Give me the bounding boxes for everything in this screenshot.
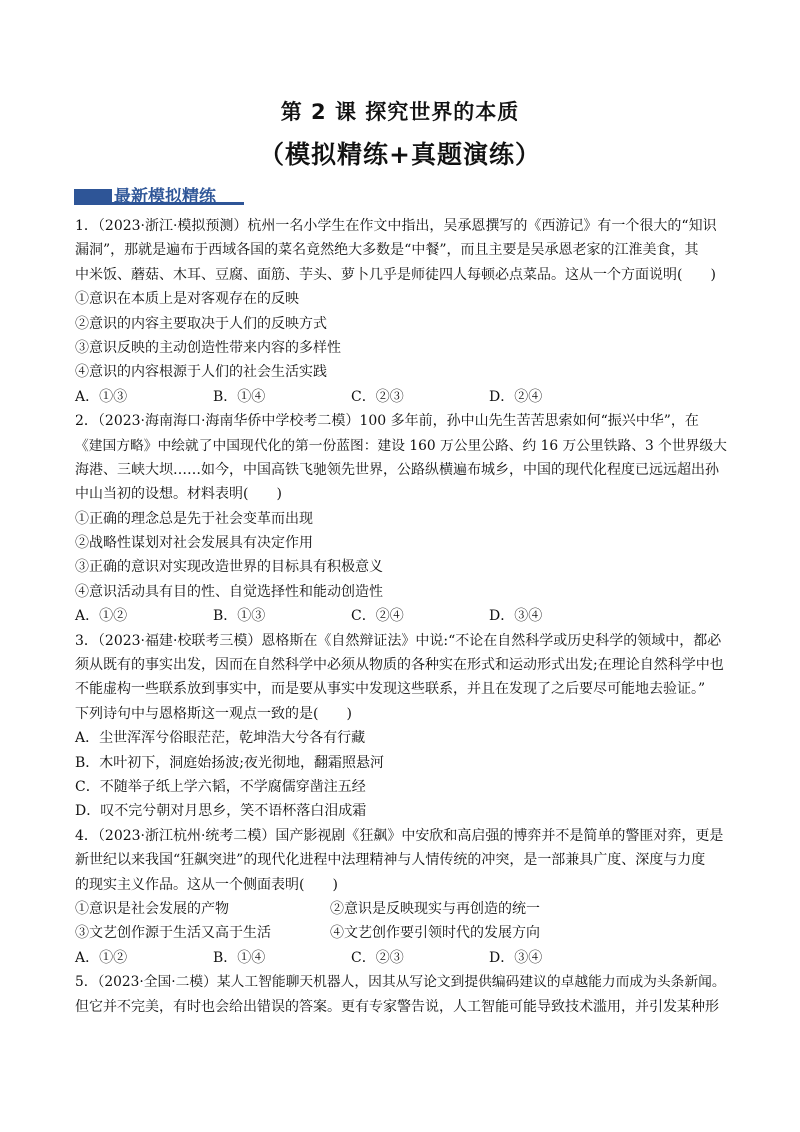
question-stem-line: 须从既有的事实出发，因而在自然科学中必须从物质的各种实在形式和运动形式出发;在理论自然科学中也 (75, 657, 724, 674)
question-stem-line: 中山当初的设想。材料表明( ) (75, 486, 282, 503)
statement-item: ④意识活动具有目的性、自觉选择性和能动创造性 (75, 583, 383, 600)
answer-options (75, 946, 735, 970)
question-3 (75, 629, 735, 824)
option-d: D．②④ (489, 388, 543, 405)
question-2 (75, 409, 735, 629)
option-a: A．①② (75, 608, 128, 625)
question-stem-line: 2．（2023·海南海口·海南华侨中学校考二模）100 多年前，孙中山先生苦苦思索如何“振兴中华”，在 (75, 413, 699, 430)
question-list (75, 214, 735, 1019)
question-stem-line: 4．（2023·浙江杭州·统考二模）国产影视剧《狂飙》中安欣和高启强的博弈并不是简单的警匪对弈，更是 (75, 827, 724, 844)
statement-item: ②战略性谋划对社会发展具有决定作用 (75, 535, 313, 552)
option-a: A．①② (75, 949, 128, 966)
question-stem-line: 漏洞”，那就是遍布于西域各国的菜名竟然绝大多数是“中餐”，而且主要是吴承恩老家的江淮美食，其 (75, 242, 699, 259)
statement-row (75, 921, 735, 945)
option-c: C．②④ (351, 608, 404, 625)
option-b: B．①④ (213, 388, 266, 405)
question-stem-line: 中米饭、蘑菇、木耳、豆腐、面筋、芋头、萝卜几乎是师徒四人每顿必点菜品。这从一个方面说明( ) (75, 266, 716, 283)
question-stem-line: 新世纪以来我国“狂飙突进”的现代化进程中法理精神与人情传统的冲突，是一部兼具广度、深度与力度 (75, 852, 706, 869)
question-1 (75, 214, 735, 409)
statement-item: ②意识是反映现实与再创造的统一 (330, 900, 540, 917)
question-stem-line: 海港、三峡大坝……如今，中国高铁飞驰领先世界，公路纵横遍布城乡，中国的现代化程度已远远超出孙 (75, 461, 719, 478)
option-c: C．②③ (351, 388, 404, 405)
question-stem-line: 下列诗句中与恩格斯这一观点一致的是( ) (75, 705, 352, 722)
page-subtitle: （模拟精练+真题演练） (259, 140, 541, 169)
statement-item: ④意识的内容根源于人们的社会生活实践 (75, 364, 327, 381)
question-stem-line: 《建国方略》中绘就了中国现代化的第一份蓝图：建设 160 万公里公路、约 16 万公里铁路、3 个世界级大 (75, 437, 727, 454)
option-a: A．①③ (75, 388, 128, 405)
option-b: B．①③ (213, 608, 266, 625)
question-4 (75, 824, 735, 970)
question-stem-line: 不能虚构一些联系放到事实中，而是要从事实中发现这些联系，并且在发现了之后要尽可能地去验证。” (75, 681, 706, 698)
option-c: C．②③ (351, 949, 404, 966)
question-stem-line: 但它并不完美，有时也会给出错误的答案。更有专家警告说，人工智能可能导致技术滥用，并引发某种形 (75, 998, 719, 1015)
statement-item: ②意识的内容主要取决于人们的反映方式 (75, 315, 327, 332)
answer-options (75, 385, 735, 409)
statement-item: ③意识反映的主动创造性带来内容的多样性 (75, 339, 341, 356)
page-title: 第 2 课 探究世界的本质 (280, 100, 520, 124)
option-d: D．③④ (489, 949, 543, 966)
option-d: D．叹不完兮朝对月思乡，笑不语杯落白泪成霜 (75, 803, 367, 820)
question-stem-line: 5．（2023·全国·二模）某人工智能聊天机器人，因其从写论文到提供编码建议的卓越能力而成为头条新闻。 (75, 974, 726, 991)
statement-item: ③文艺创作源于生活又高于生活 (75, 925, 271, 942)
option-b: B．①④ (213, 949, 266, 966)
answer-options (75, 604, 735, 628)
section-label: 最新模拟精练 (114, 187, 216, 207)
statement-item: ①意识是社会发展的产物 (75, 900, 229, 917)
statement-item: ④文艺创作要引领时代的发展方向 (330, 925, 540, 942)
statement-row (75, 897, 735, 921)
statement-item: ①正确的理念总是先于社会变革而出现 (75, 510, 313, 527)
question-stem-line: 的现实主义作品。这从一个侧面表明( ) (75, 876, 338, 893)
question-stem-line: 1．（2023·浙江·模拟预测）杭州一名小学生在作文中指出，吴承恩撰写的《西游记》有一个很大的“知识 (75, 218, 717, 234)
option-b: B．木叶初下，洞庭始扬波;夜光彻地，翻霜照悬河 (75, 754, 385, 771)
question-stem-line: 3．（2023·福建·校联考三模）恩格斯在《自然辩证法》中说:“不论在自然科学或历史科学的领域中，都必 (75, 632, 722, 649)
option-c: C．不随举子纸上学六韬，不学腐儒穿凿注五经 (75, 778, 366, 795)
option-d: D．③④ (489, 608, 543, 625)
statement-item: ①意识在本质上是对客观存在的反映 (75, 291, 299, 308)
option-a: A．尘世浑浑兮俗眼茫茫，乾坤浩大兮各有行藏 (75, 730, 366, 747)
statement-item: ③正确的意识对实现改造世界的目标具有积极意义 (75, 559, 383, 576)
question-5 (75, 970, 735, 1019)
section-marker-block (74, 189, 112, 203)
section-header (74, 184, 244, 206)
